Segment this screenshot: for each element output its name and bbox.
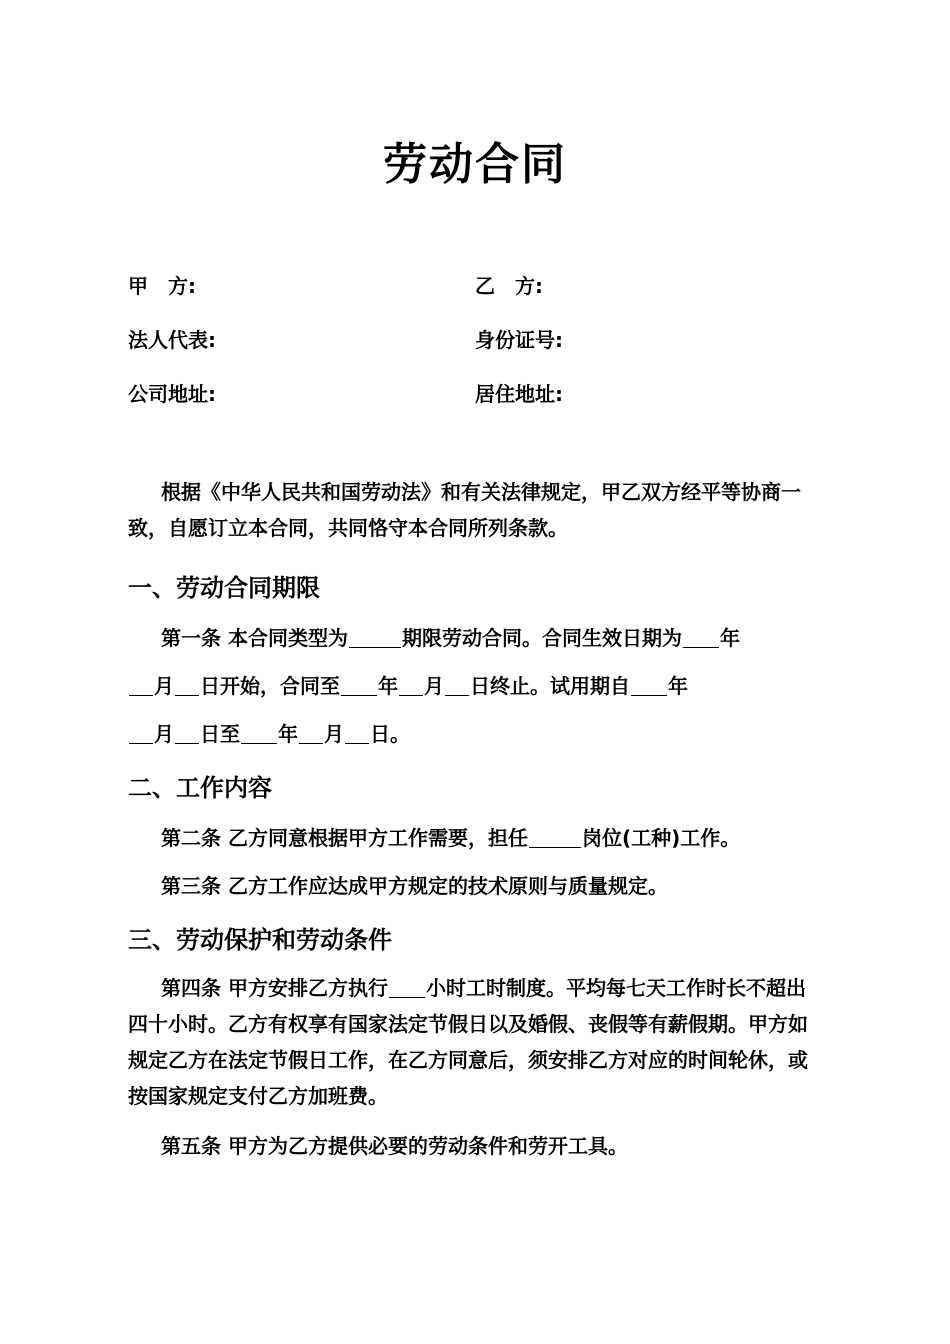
section-1-heading: 一、劳动合同期限 <box>128 574 320 602</box>
blank-line <box>349 627 401 648</box>
article-2-text: 岗位(工种)工作。 <box>581 826 741 850</box>
article-1-text: 年 <box>378 674 398 698</box>
article-1-line-2 <box>128 670 688 699</box>
blank-line <box>341 675 377 696</box>
residence-address-label: 居住地址: <box>475 382 563 406</box>
article-4-text: 第四条 甲方安排乙方执行 <box>161 976 388 1000</box>
article-1-text: 期限劳动合同。合同生效日期为 <box>401 626 682 650</box>
article-1-text: 年 <box>278 722 298 746</box>
company-address-label: 公司地址: <box>128 382 216 406</box>
blank-line <box>345 723 369 744</box>
article-2 <box>161 822 740 851</box>
article-1-text: 月 <box>424 674 444 698</box>
section-3-heading: 三、劳动保护和劳动条件 <box>128 926 392 954</box>
article-1-text: 日终止。试用期自 <box>470 674 630 698</box>
article-3: 第三条 乙方工作应达成甲方规定的技术原则与质量规定。 <box>161 874 668 898</box>
article-1-line-3 <box>128 718 410 747</box>
section-2-heading: 二、工作内容 <box>128 774 272 802</box>
blank-line <box>129 675 153 696</box>
party-b-label: 乙 方: <box>475 274 543 298</box>
blank-line <box>631 675 667 696</box>
article-1-text: 日至 <box>200 722 240 746</box>
blank-line <box>241 723 277 744</box>
document-title: 劳动合同 <box>383 139 567 190</box>
blank-line <box>175 675 199 696</box>
article-4-text: 小时工时制度。平均每七天工作时长不超出四十小时。乙方有权享有国家法定节假日以及婚假、丧假等有薪假期。甲方如规定乙方在法定节假日工作，在乙方同意后，须安排乙方对应的时间轮休，或按国家规定支付乙方加班费。 <box>128 976 808 1108</box>
article-2-text: 第二条 乙方同意根据甲方工作需要，担任 <box>161 826 528 850</box>
blank-line <box>529 827 581 848</box>
intro-paragraph: 根据《中华人民共和国劳动法》和有关法律规定，甲乙双方经平等协商一致，自愿订立本合同，共同恪守本合同所列条款。 <box>128 480 801 540</box>
blank-line <box>299 723 323 744</box>
article-1-text: 日开始，合同至 <box>200 674 340 698</box>
blank-line <box>683 627 719 648</box>
legal-rep-label: 法人代表: <box>128 328 216 352</box>
blank-line <box>445 675 469 696</box>
article-5: 第五条 甲方为乙方提供必要的劳动条件和劳开工具。 <box>161 1134 628 1158</box>
blank-line <box>399 675 423 696</box>
article-1-text: 年 <box>668 674 688 698</box>
article-1-line-1 <box>161 622 740 651</box>
article-1-text: 日。 <box>370 722 410 746</box>
id-number-label: 身份证号: <box>475 328 563 352</box>
article-4 <box>128 970 818 1114</box>
article-1-text: 年 <box>719 626 740 650</box>
blank-line <box>129 723 153 744</box>
party-a-label: 甲 方: <box>128 274 196 298</box>
article-1-text: 月 <box>154 674 174 698</box>
article-1-text: 月 <box>154 722 174 746</box>
article-1-text: 第一条 本合同类型为 <box>161 626 348 650</box>
blank-line <box>389 977 425 998</box>
article-1-text: 月 <box>324 722 344 746</box>
blank-line <box>175 723 199 744</box>
